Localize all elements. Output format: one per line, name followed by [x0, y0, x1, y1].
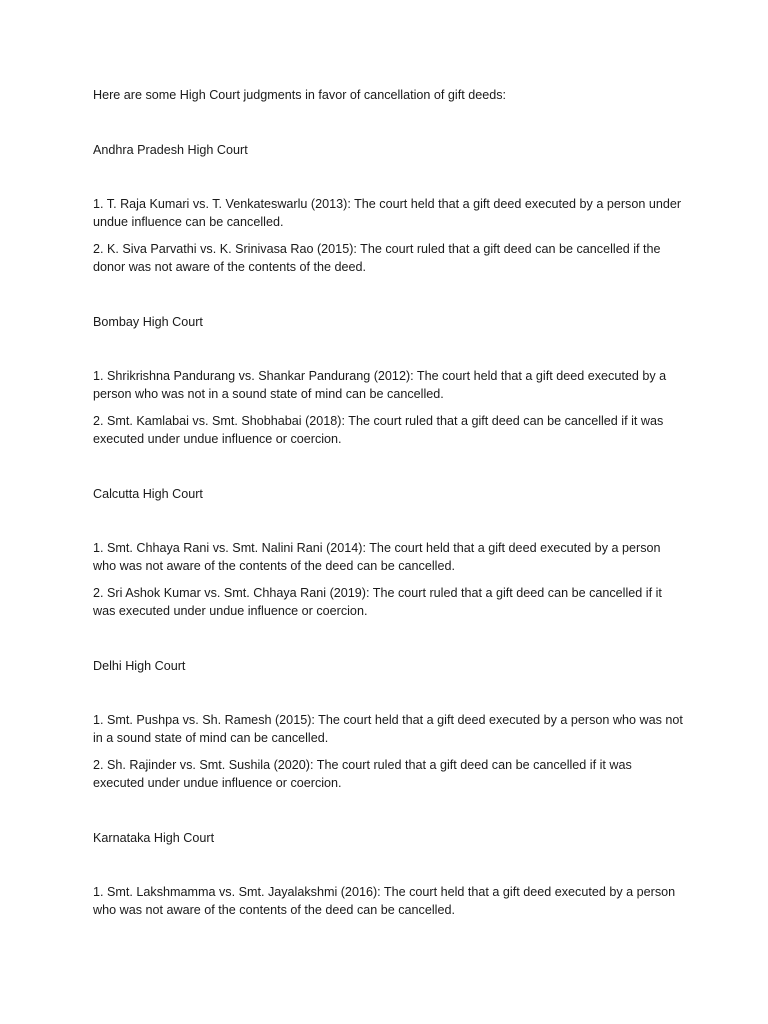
intro-paragraph: Here are some High Court judgments in favor of cancellation of gift deeds:	[93, 88, 507, 102]
court-section-karnataka	[93, 829, 683, 919]
document-body	[93, 86, 683, 919]
case-item: 1. Smt. Lakshmamma vs. Smt. Jayalakshmi (2016): The court held that a gift deed executed by a person who was not aware of the contents of the deed can be cancelled.	[93, 885, 676, 917]
case-item: 1. T. Raja Kumari vs. T. Venkateswarlu (2013): The court held that a gift deed executed by a person under undue influence can be cancelled.	[93, 197, 682, 229]
court-section-andhra-pradesh	[93, 141, 683, 276]
case-item: 2. Sri Ashok Kumar vs. Smt. Chhaya Rani (2019): The court ruled that a gift deed can be cancelled if it was executed under undue influence or coercion.	[93, 586, 662, 618]
case-item: 1. Smt. Pushpa vs. Sh. Ramesh (2015): The court held that a gift deed executed by a person who was not in a sound state of mind can be cancelled.	[93, 713, 683, 745]
case-item: 2. Sh. Rajinder vs. Smt. Sushila (2020): The court ruled that a gift deed can be cancelled if it was executed under undue influence or coercion.	[93, 758, 632, 790]
court-heading: Bombay High Court	[93, 315, 203, 329]
case-list	[93, 367, 683, 448]
court-section-delhi	[93, 657, 683, 792]
court-heading: Karnataka High Court	[93, 831, 215, 845]
case-list	[93, 711, 683, 792]
case-item: 2. K. Siva Parvathi vs. K. Srinivasa Rao (2015): The court ruled that a gift deed can be cancelled if the donor was not aware of the contents of the deed.	[93, 242, 661, 274]
case-list	[93, 883, 683, 919]
court-heading: Andhra Pradesh High Court	[93, 143, 248, 157]
court-section-bombay	[93, 313, 683, 448]
case-item: 1. Smt. Chhaya Rani vs. Smt. Nalini Rani (2014): The court held that a gift deed executed by a person who was not aware of the contents of the deed can be cancelled.	[93, 541, 661, 573]
court-section-calcutta	[93, 485, 683, 620]
court-heading: Calcutta High Court	[93, 487, 203, 501]
case-list	[93, 539, 683, 620]
case-item: 1. Shrikrishna Pandurang vs. Shankar Pandurang (2012): The court held that a gift deed executed by a person who was not in a sound state of mind can be cancelled.	[93, 369, 667, 401]
case-list	[93, 195, 683, 276]
case-item: 2. Smt. Kamlabai vs. Smt. Shobhabai (2018): The court ruled that a gift deed can be cancelled if it was executed under undue influence or coercion.	[93, 414, 664, 446]
court-heading: Delhi High Court	[93, 659, 186, 673]
